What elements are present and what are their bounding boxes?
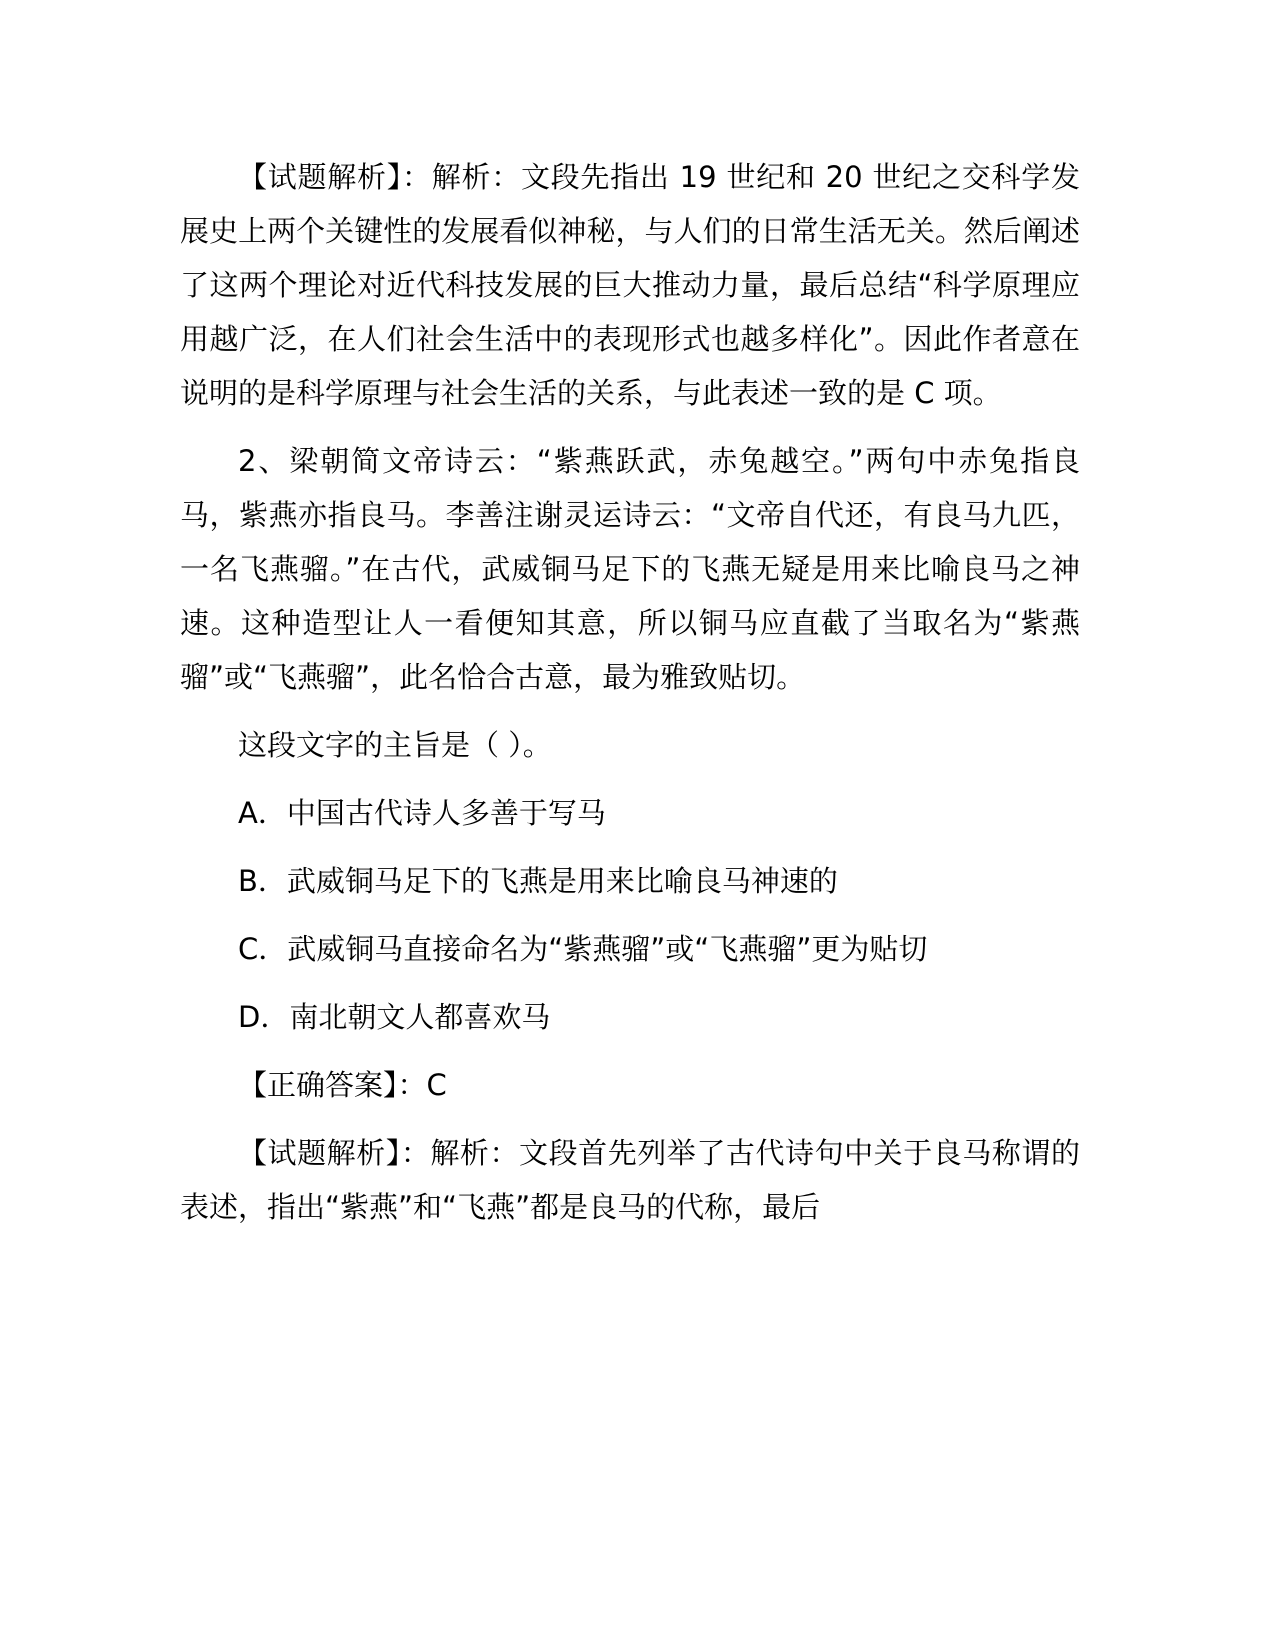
- answer-value: ：C: [397, 1068, 447, 1102]
- explanation-label: 【试题解析】: [238, 160, 402, 194]
- document-page: [180, 150, 1080, 1248]
- explanation-label: 【试题解析】: [238, 1136, 401, 1170]
- option-b: B．武威铜马足下的飞燕是用来比喻良马神速的: [238, 864, 838, 898]
- option-d: D．南北朝文人都喜欢马: [238, 1000, 551, 1034]
- option-a: A．中国古代诗人多善于写马: [238, 796, 606, 830]
- option-c: C．武威铜马直接命名为“紫燕骝”或“飞燕骝”更为贴切: [238, 932, 928, 966]
- answer-label: 【正确答案】: [238, 1068, 398, 1102]
- question-passage: 2、梁朝简文帝诗云：“紫燕跃武，赤兔越空。”两句中赤兔指良马，紫燕亦指良马。李善注谢灵运诗云：“文帝自代还，有良马九匹，一名飞燕骝。”在古代，武威铜马足下的飞燕无疑是用来比喻良马之神速。这种造型让人一看便知其意，所以铜马应直截了当取名为“紫燕骝”或“飞燕骝”，此名恰合古意，最为雅致贴切。: [180, 444, 1080, 694]
- explanation-paragraph: [180, 1126, 1080, 1234]
- question-prompt: 这段文字的主旨是（ ）。: [238, 728, 552, 762]
- explanation-text: ：解析：文段先指出 19 世纪和 20 世纪之交科学发展史上两个关键性的发展看似神秘，与人们的日常生活无关。然后阐述了这两个理论对近代科技发展的巨大推动力量，最后总结“科学原理应用越广泛，在人们社会生活中的表现形式也越多样化”。因此作者意在说明的是科学原理与社会生活的关系，与此表述一致的是 C 项。: [180, 160, 1080, 410]
- correct-answer: [180, 1058, 1080, 1112]
- explanation-text: ：解析：文段首先列举了古代诗句中关于良马称谓的表述，指出“紫燕”和“飞燕”都是良马的代称，最后: [180, 1136, 1080, 1224]
- explanation-paragraph-prev: [180, 150, 1080, 420]
